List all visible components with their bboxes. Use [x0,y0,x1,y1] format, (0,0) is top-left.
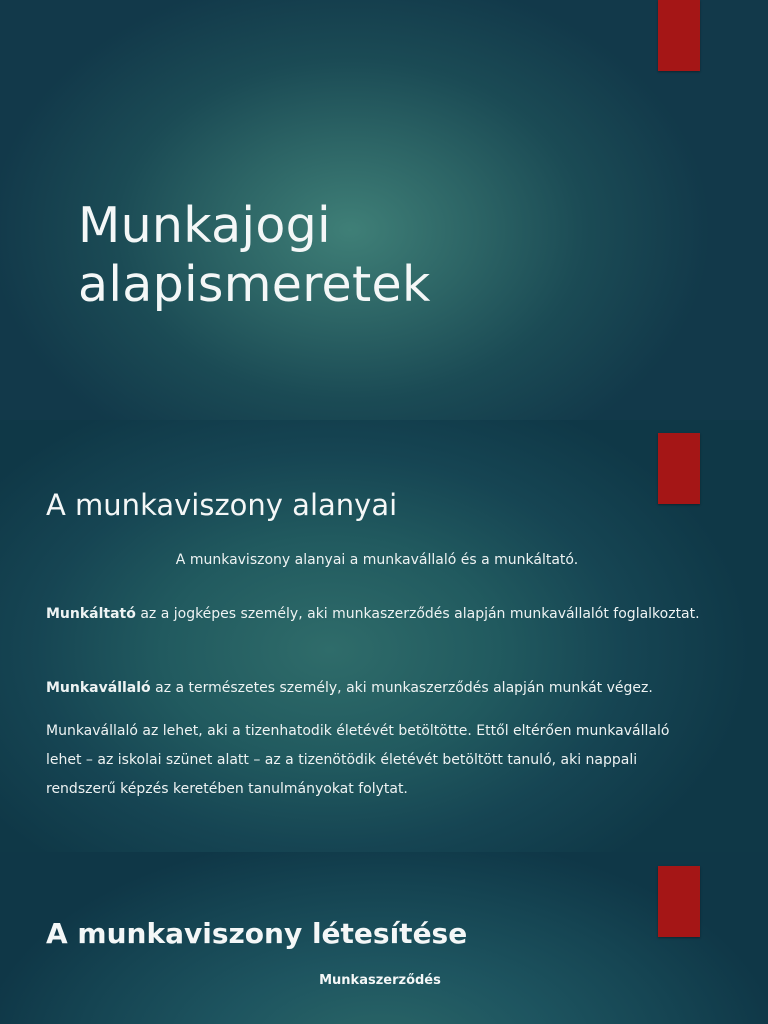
age-requirement-paragraph: Munkavállaló az lehet, aki a tizenhatodik életévét betöltötte. Ettől eltérően munkavállaló lehet – az iskolai szünet alatt – az a tizenötödik életévét betöltött tanuló, aki nappali rendszerű képzés keretében tanulmányokat folytat. [46,723,670,797]
employee-term: Munkavállaló [46,680,151,696]
slide-subheading: Munkaszerződés [319,973,441,988]
title-line-2: alapismeretek [78,255,431,313]
lead-sentence: A munkaviszony alanyai a munkavállaló és a munkáltató. [175,552,579,568]
employer-term: Munkáltató [46,606,136,622]
slide-establishment [0,852,768,1024]
accent-bar [658,433,700,504]
slide-title [0,0,768,420]
title-line-1: Munkajogi [78,196,331,254]
employee-definition [46,674,706,703]
slide-heading: A munkaviszony alanyai [46,488,398,523]
employer-definition [46,600,706,629]
accent-bar [658,866,700,937]
employer-text: az a jogképes személy, aki munkaszerződés alapján munkavállalót foglalkoztat. [135,606,700,622]
presentation-title [78,197,638,315]
slide-subjects [0,420,768,852]
employee-text: az a természetes személy, aki munkaszerződés alapján munkát végez. [150,680,653,696]
slide-heading: A munkaviszony létesítése [46,917,468,951]
accent-bar [658,0,700,71]
